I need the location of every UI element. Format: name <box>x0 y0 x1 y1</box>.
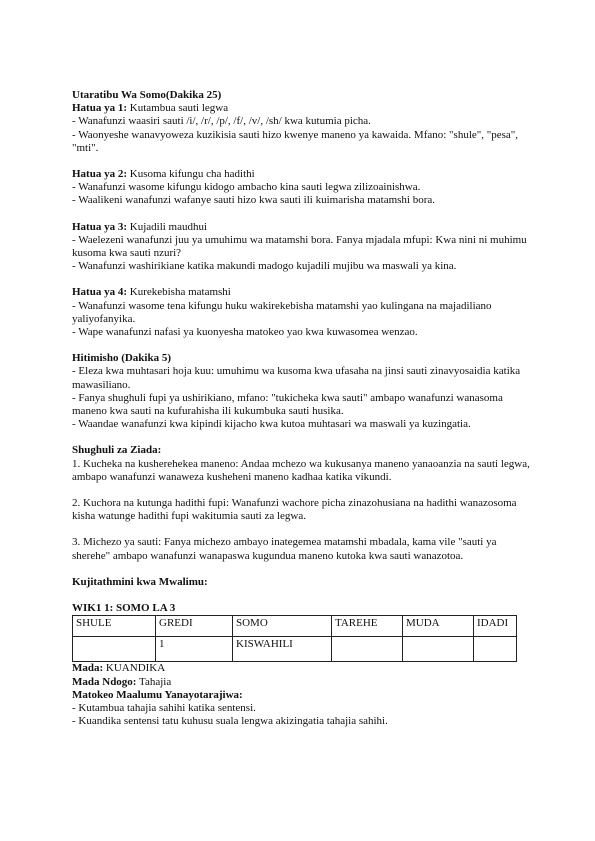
table-header-row <box>73 616 517 637</box>
table-header-cell: SOMO <box>233 616 332 637</box>
subtopic-value: Tahajia <box>136 675 172 688</box>
week-lesson-section <box>72 602 532 662</box>
table-cell <box>474 637 517 662</box>
step-topic: Kutambua sauti legwa <box>127 102 229 115</box>
step-4 <box>72 286 532 339</box>
lesson-procedure-section <box>72 89 532 155</box>
step-topic: Kusoma kifungu cha hadithi <box>127 168 255 181</box>
step-line: - Wanafunzi washirikiane katika makundi madogo kujadili mujibu wa maswali ya kina. <box>72 260 457 273</box>
table-cell <box>403 637 474 662</box>
step-label: Hatua ya 2: <box>72 168 127 181</box>
step-label: Hatua ya 1: <box>72 102 127 115</box>
topic-label: Mada: <box>72 662 104 675</box>
extra-activities-title: Shughuli za Ziada: <box>72 444 162 457</box>
step-line: - Wanafunzi wasome tena kifungu huku wakirekebisha matamshi yao kulingana na majadiliano yaliyofanyika. <box>72 299 492 325</box>
table-row <box>73 637 517 662</box>
step-label: Hatua ya 4: <box>72 286 127 299</box>
table-header-cell: GREDI <box>156 616 233 637</box>
step-topic: Kujadili maudhui <box>127 220 208 233</box>
table-cell <box>73 637 156 662</box>
teacher-self-eval-title: Kujitathmini kwa Mwalimu: <box>72 575 208 588</box>
step-line: - Wape wanafunzi nafasi ya kuonyesha matokeo yao kwa kuwasomea wenzao. <box>72 326 418 339</box>
week-lesson-title: WIK1 1: SOMO LA 3 <box>72 602 176 615</box>
step-line: - Wanafunzi wasome kifungu kidogo ambacho kina sauti legwa zilizoainishwa. <box>72 181 421 194</box>
step-3 <box>72 221 532 274</box>
step-1 <box>72 102 532 155</box>
outcome-item: - Kutambua tahajia sahihi katika sentensi. <box>72 701 256 714</box>
extra-activities-section <box>72 444 532 562</box>
lesson-procedure-title: Utaratibu Wa Somo(Dakika 25) <box>72 89 222 101</box>
conclusion-line: - Fanya shughuli fupi ya ushirikiano, mfano: "tukicheka kwa sauti" ambapo wanafunzi wanasoma maneno kwa sauti na kufurahisha ili kukumbuka sauti husika. <box>72 391 503 418</box>
step-line: - Waelezeni wanafunzi juu ya umuhimu wa matamshi bora. Fanya mjadala mfupi: Kwa nini ni muhimu kusoma kwa sauti nzuri? <box>72 233 527 260</box>
conclusion-section <box>72 352 532 431</box>
step-label: Hatua ya 3: <box>72 220 127 233</box>
document-content <box>72 89 532 741</box>
lesson-info-section <box>72 662 532 728</box>
table-cell: 1 <box>156 637 233 662</box>
step-topic: Kurekebisha matamshi <box>127 286 231 299</box>
table-header-cell: SHULE <box>73 616 156 637</box>
conclusion-line: - Waandae wanafunzi kwa kipindi kijacho kwa kutoa muhtasari wa maswali ya kuzingatia. <box>72 418 471 431</box>
teacher-self-eval-section <box>72 576 532 589</box>
table-header-cell: MUDA <box>403 616 474 637</box>
outcomes-title: Matokeo Maalumu Yanayotarajiwa: <box>72 688 243 701</box>
table-cell <box>332 637 403 662</box>
table-header-cell: TAREHE <box>332 616 403 637</box>
subtopic-label: Mada Ndogo: <box>72 675 137 688</box>
lesson-info-table <box>72 615 517 662</box>
step-line: - Waalikeni wanafunzi wafanye sauti hizo kwa sauti ili kuimarisha matamshi bora. <box>72 194 436 207</box>
outcome-item: - Kuandika sentensi tatu kuhusu suala lengwa akizingatia tahajia sahihi. <box>72 715 388 728</box>
extra-activity-item: 3. Michezo ya sauti: Fanya michezo ambayo inategemea matamshi mbadala, kama vile "sauti ya sherehe" ambapo wanafunzi wanapaswa kugundua maneno kutoka kwa sauti wanazotoa. <box>72 536 497 562</box>
step-line: - Waonyeshe wanavyoweza kuzikisia sauti hizo kwenye maneno ya kawaida. Mfano: "shule", "pesa", "mti". <box>72 128 519 154</box>
extra-activity-item: 2. Kuchora na kutunga hadithi fupi: Wanafunzi wachore picha zinazohusiana na hadithi wanazosoma kisha watunge hadithi fupi wakitumia sauti za legwa. <box>72 497 517 523</box>
step-2 <box>72 168 532 208</box>
conclusion-title: Hitimisho (Dakika 5) <box>72 352 172 365</box>
conclusion-line: - Eleza kwa muhtasari hoja kuu: umuhimu wa kusoma kwa ufasaha na jinsi sauti zinavyosaidia katika mawasiliano. <box>72 365 521 391</box>
step-line: - Wanafunzi waasiri sauti /i/, /r/, /p/, /f/, /v/, /sh/ kwa kutumia picha. <box>72 115 371 128</box>
table-header-cell: IDADI <box>474 616 517 637</box>
table-cell: KISWAHILI <box>233 637 332 662</box>
extra-activity-item: 1. Kucheka na kusherehekea maneno: Andaa mchezo wa kukusanya maneno yanaoanzia na sauti legwa, ambapo wanafunzi wanaweza kusheheni maneno kadhaa katika vikundi. <box>72 457 530 483</box>
topic-value: KUANDIKA <box>103 662 166 675</box>
